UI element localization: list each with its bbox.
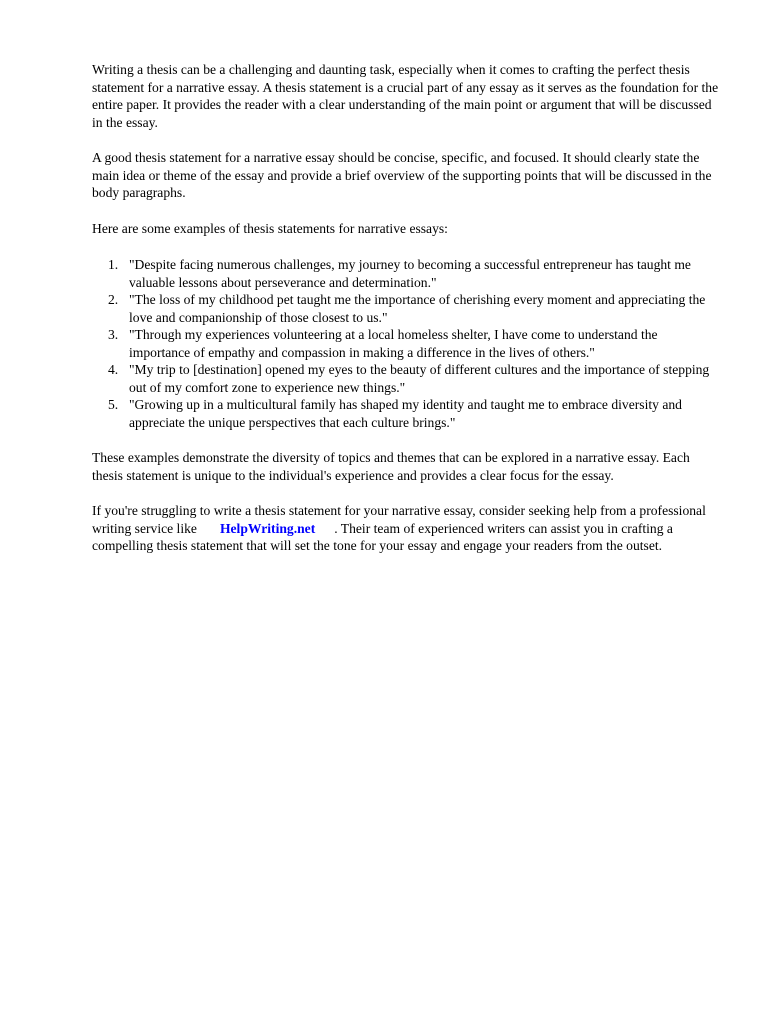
paragraph-help-after-link: . Their team of experienced writers can assist you in crafting a compelling thesis statement that will set the tone for your essay and engage your readers from the outset.	[92, 520, 673, 553]
document-page	[92, 61, 722, 573]
paragraph-good-thesis: A good thesis statement for a narrative essay should be concise, specific, and focused. It should clearly state the main idea or theme of the essay and provide a brief overview of the supporting points that will be discussed in the body paragraphs.	[92, 150, 712, 200]
list-item-number: 3.	[108, 327, 119, 342]
examples-intro: Here are some examples of thesis statements for narrative essays:	[92, 220, 448, 236]
list-item-number: 4.	[108, 362, 119, 377]
list-item	[108, 256, 722, 291]
list-item	[108, 361, 722, 396]
list-item	[108, 326, 722, 361]
helpwriting-link[interactable]: HelpWriting.net	[219, 520, 316, 536]
list-item-number: 1.	[108, 257, 119, 272]
paragraph-help-before-link: If you're struggling to write a thesis statement for your narrative essay, consider seeking help from a professional writing service like	[92, 503, 706, 536]
list-item-text: "Despite facing numerous challenges, my journey to becoming a successful entrepreneur has taught me valuable lessons about perseverance and determination."	[129, 257, 691, 290]
paragraph-examples-summary: These examples demonstrate the diversity of topics and themes that can be explored in a narrative essay. Each thesis statement is unique to the individual's experience and provides a clear focus for the essay.	[92, 450, 690, 483]
list-item-text: "Growing up in a multicultural family has shaped my identity and taught me to embrace diversity and appreciate the unique perspectives that each culture brings."	[129, 397, 682, 430]
examples-list	[92, 256, 722, 431]
list-item-text: "The loss of my childhood pet taught me the importance of cherishing every moment and appreciating the love and companionship of those closest to us."	[129, 292, 706, 325]
list-item-text: "My trip to [destination] opened my eyes to the beauty of different cultures and the importance of stepping out of my comfort zone to experience new things."	[129, 362, 710, 395]
list-item-text: "Through my experiences volunteering at a local homeless shelter, I have come to understand the importance of empathy and compassion in making a difference in the lives of others."	[129, 327, 658, 360]
list-item	[108, 396, 722, 431]
paragraph-help	[92, 502, 722, 555]
list-item	[108, 291, 722, 326]
list-item-number: 5.	[108, 397, 119, 412]
paragraph-intro: Writing a thesis can be a challenging and daunting task, especially when it comes to crafting the perfect thesis statement for a narrative essay. A thesis statement is a crucial part of any essay as it serves as the foundation for the entire paper. It provides the reader with a clear understanding of the main point or argument that will be discussed in the essay.	[92, 62, 719, 130]
list-item-number: 2.	[108, 292, 119, 307]
